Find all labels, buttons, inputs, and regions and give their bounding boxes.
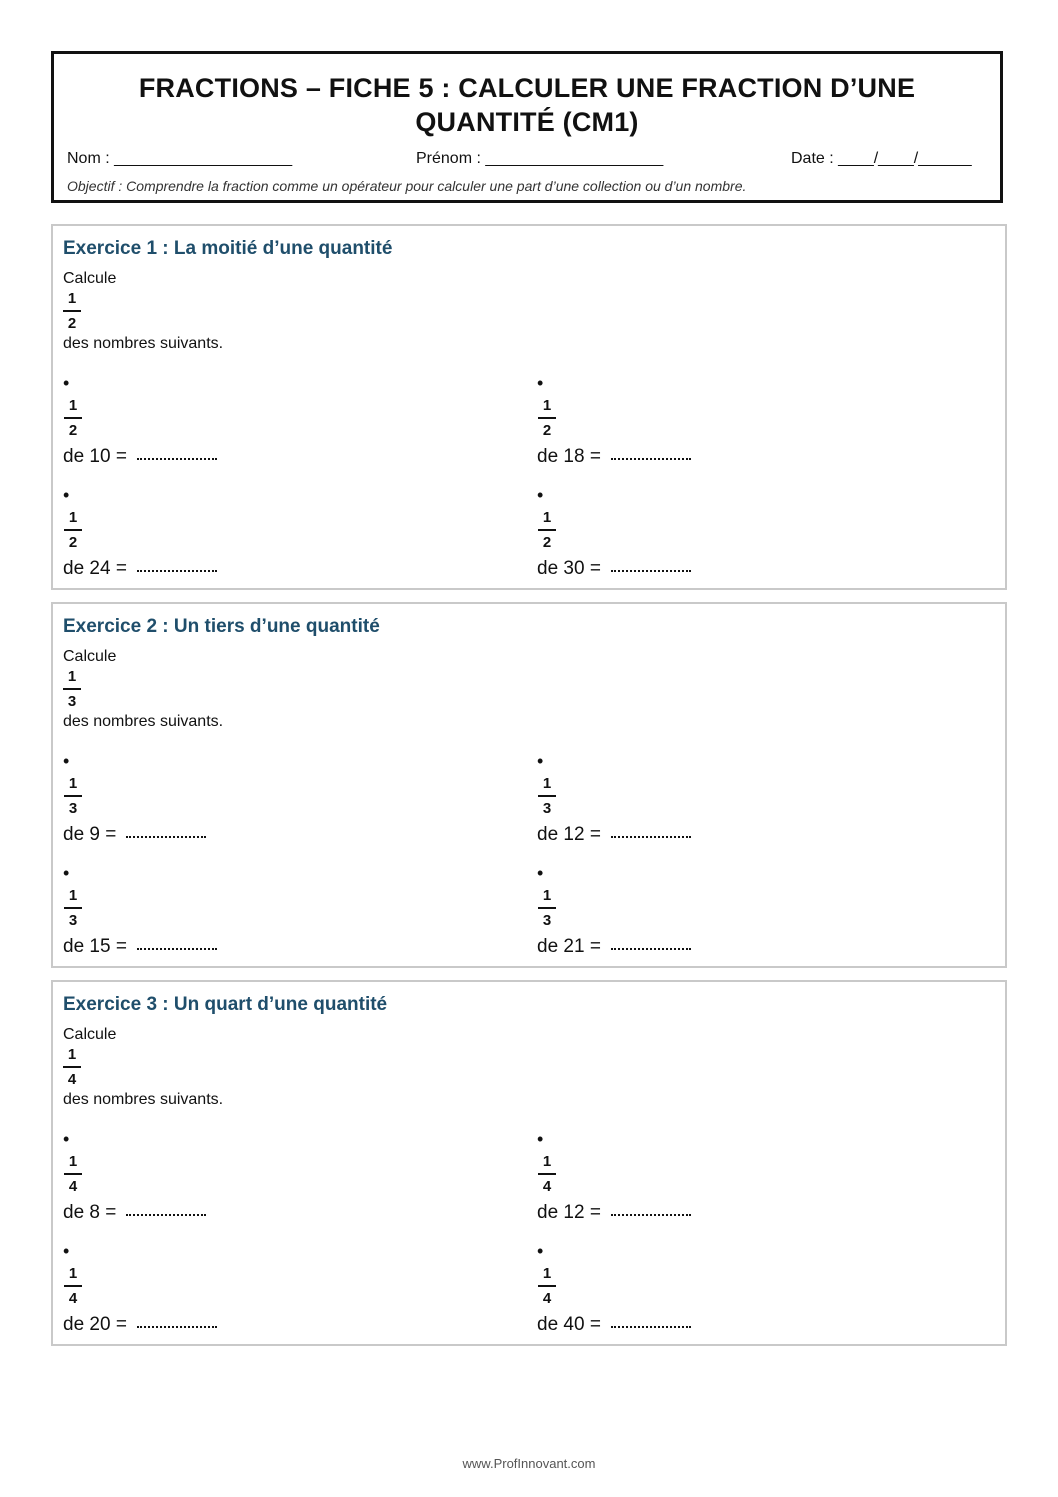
objective-text: Objectif : Comprendre la fraction comme un opérateur pour calculer une part d’une collection ou d’un nombre.	[67, 178, 747, 194]
exercise-intro	[63, 269, 223, 354]
question-fraction	[64, 774, 82, 818]
question-text: de 18 =	[537, 446, 601, 467]
answer-blank[interactable]	[611, 456, 691, 460]
answer-blank[interactable]	[611, 946, 691, 950]
fraction-denominator: 3	[68, 800, 78, 817]
fraction-numerator: 1	[68, 887, 78, 904]
intro-text: des nombres suivants.	[63, 713, 224, 730]
fraction-denominator: 2	[68, 534, 78, 551]
fraction-bar	[64, 529, 82, 531]
fraction-denominator: 2	[542, 422, 552, 439]
fraction-denominator: 3	[542, 912, 552, 929]
fraction-bar	[63, 310, 81, 312]
question-fraction	[538, 1152, 556, 1196]
question-text: de 20 =	[63, 1314, 127, 1335]
question-text: de 30 =	[537, 558, 601, 579]
question-fraction	[538, 1264, 556, 1308]
question-item	[63, 486, 217, 580]
question-item	[63, 1242, 217, 1336]
fraction-denominator: 4	[67, 1071, 77, 1088]
fraction-denominator: 4	[68, 1290, 78, 1307]
answer-blank[interactable]	[137, 1324, 217, 1328]
question-item	[537, 486, 691, 580]
fraction-denominator: 3	[67, 693, 77, 710]
exercise-intro	[63, 647, 223, 732]
fraction-bar	[64, 1173, 82, 1175]
bullet: •	[63, 1129, 70, 1149]
question-fraction	[64, 1264, 82, 1308]
bullet: •	[63, 751, 70, 771]
exercise-intro	[63, 1025, 223, 1110]
fraction-numerator: 1	[67, 668, 77, 685]
question-line	[63, 824, 206, 846]
answer-blank[interactable]	[126, 834, 206, 838]
fraction-denominator: 2	[67, 315, 77, 332]
fraction-numerator: 1	[68, 509, 78, 526]
bullet: •	[537, 1129, 544, 1149]
answer-blank[interactable]	[126, 1212, 206, 1216]
question-line	[537, 1202, 691, 1224]
question-line	[537, 936, 691, 958]
bullet: •	[537, 751, 544, 771]
question-item	[537, 374, 691, 468]
fraction-bar	[538, 417, 556, 419]
question-item	[537, 864, 691, 958]
question-line	[63, 1202, 206, 1224]
exercise-2	[51, 602, 1007, 968]
fraction-bar	[64, 1285, 82, 1287]
intro-fraction	[63, 289, 81, 333]
question-fraction	[538, 886, 556, 930]
question-fraction	[64, 396, 82, 440]
question-fraction	[64, 1152, 82, 1196]
intro-text: Calcule	[63, 1026, 117, 1043]
fraction-numerator: 1	[542, 397, 552, 414]
question-text: de 9 =	[63, 824, 117, 845]
answer-blank[interactable]	[137, 946, 217, 950]
fraction-numerator: 1	[67, 1046, 77, 1063]
student-fields	[67, 150, 987, 170]
bullet: •	[537, 1241, 544, 1261]
question-line	[537, 1314, 691, 1336]
question-text: de 15 =	[63, 936, 127, 957]
question-item	[63, 864, 217, 958]
question-line	[63, 446, 217, 468]
answer-blank[interactable]	[611, 568, 691, 572]
fraction-numerator: 1	[68, 1153, 78, 1170]
date-field[interactable]: Date : ____/____/______	[791, 150, 972, 167]
fraction-bar	[63, 1066, 81, 1068]
intro-text: des nombres suivants.	[63, 335, 224, 352]
fraction-numerator: 1	[68, 1265, 78, 1282]
question-fraction	[538, 396, 556, 440]
exercise-3	[51, 980, 1007, 1346]
prenom-field[interactable]: Prénom : ____________________	[416, 150, 664, 167]
fraction-bar	[538, 1285, 556, 1287]
fraction-denominator: 4	[542, 1290, 552, 1307]
question-text: de 12 =	[537, 1202, 601, 1223]
bullet: •	[63, 863, 70, 883]
fraction-bar	[538, 1173, 556, 1175]
fraction-denominator: 4	[68, 1178, 78, 1195]
intro-text: Calcule	[63, 648, 117, 665]
question-fraction	[538, 508, 556, 552]
fraction-denominator: 2	[68, 422, 78, 439]
fraction-numerator: 1	[542, 1153, 552, 1170]
bullet: •	[63, 485, 70, 505]
exercise-title: Exercice 2 : Un tiers d’une quantité	[63, 616, 380, 637]
answer-blank[interactable]	[611, 834, 691, 838]
intro-text: des nombres suivants.	[63, 1091, 224, 1108]
question-line	[63, 936, 217, 958]
fraction-denominator: 3	[68, 912, 78, 929]
bullet: •	[537, 373, 544, 393]
fraction-bar	[538, 529, 556, 531]
exercise-1	[51, 224, 1007, 590]
fraction-bar	[63, 688, 81, 690]
fraction-bar	[538, 907, 556, 909]
question-text: de 24 =	[63, 558, 127, 579]
question-line	[537, 446, 691, 468]
fraction-numerator: 1	[542, 509, 552, 526]
nom-field[interactable]: Nom : ____________________	[67, 150, 293, 167]
worksheet-header	[51, 51, 1003, 203]
fraction-denominator: 2	[542, 534, 552, 551]
question-item	[537, 752, 691, 846]
question-text: de 8 =	[63, 1202, 117, 1223]
fraction-numerator: 1	[67, 290, 77, 307]
bullet: •	[63, 373, 70, 393]
question-text: de 12 =	[537, 824, 601, 845]
worksheet-title	[54, 71, 1000, 139]
footer-website: www.ProfInnovant.com	[462, 1456, 596, 1471]
question-item	[63, 374, 217, 468]
intro-fraction	[63, 667, 81, 711]
exercise-title: Exercice 3 : Un quart d’une quantité	[63, 994, 388, 1015]
fraction-numerator: 1	[68, 775, 78, 792]
answer-blank[interactable]	[137, 456, 217, 460]
fraction-bar	[64, 417, 82, 419]
fraction-numerator: 1	[542, 887, 552, 904]
title-line-1: FRACTIONS – FICHE 5 : CALCULER UNE FRACTION D’UNE	[138, 73, 916, 103]
fraction-numerator: 1	[542, 1265, 552, 1282]
question-line	[63, 558, 217, 580]
intro-text: Calcule	[63, 270, 117, 287]
intro-fraction	[63, 1045, 81, 1089]
question-item	[63, 1130, 206, 1224]
question-line	[537, 558, 691, 580]
answer-blank[interactable]	[137, 568, 217, 572]
answer-blank[interactable]	[611, 1212, 691, 1216]
fraction-denominator: 3	[542, 800, 552, 817]
answer-blank[interactable]	[611, 1324, 691, 1328]
question-line	[537, 824, 691, 846]
question-fraction	[538, 774, 556, 818]
exercise-title: Exercice 1 : La moitié d’une quantité	[63, 238, 393, 259]
title-line-2: QUANTITÉ (CM1)	[415, 107, 639, 137]
bullet: •	[537, 485, 544, 505]
fraction-numerator: 1	[542, 775, 552, 792]
fraction-denominator: 4	[542, 1178, 552, 1195]
fraction-bar	[538, 795, 556, 797]
question-item	[63, 752, 206, 846]
question-text: de 40 =	[537, 1314, 601, 1335]
question-line	[63, 1314, 217, 1336]
fraction-bar	[64, 907, 82, 909]
question-item	[537, 1130, 691, 1224]
fraction-bar	[64, 795, 82, 797]
bullet: •	[537, 863, 544, 883]
question-text: de 10 =	[63, 446, 127, 467]
question-text: de 21 =	[537, 936, 601, 957]
question-fraction	[64, 508, 82, 552]
fraction-numerator: 1	[68, 397, 78, 414]
question-item	[537, 1242, 691, 1336]
question-fraction	[64, 886, 82, 930]
bullet: •	[63, 1241, 70, 1261]
